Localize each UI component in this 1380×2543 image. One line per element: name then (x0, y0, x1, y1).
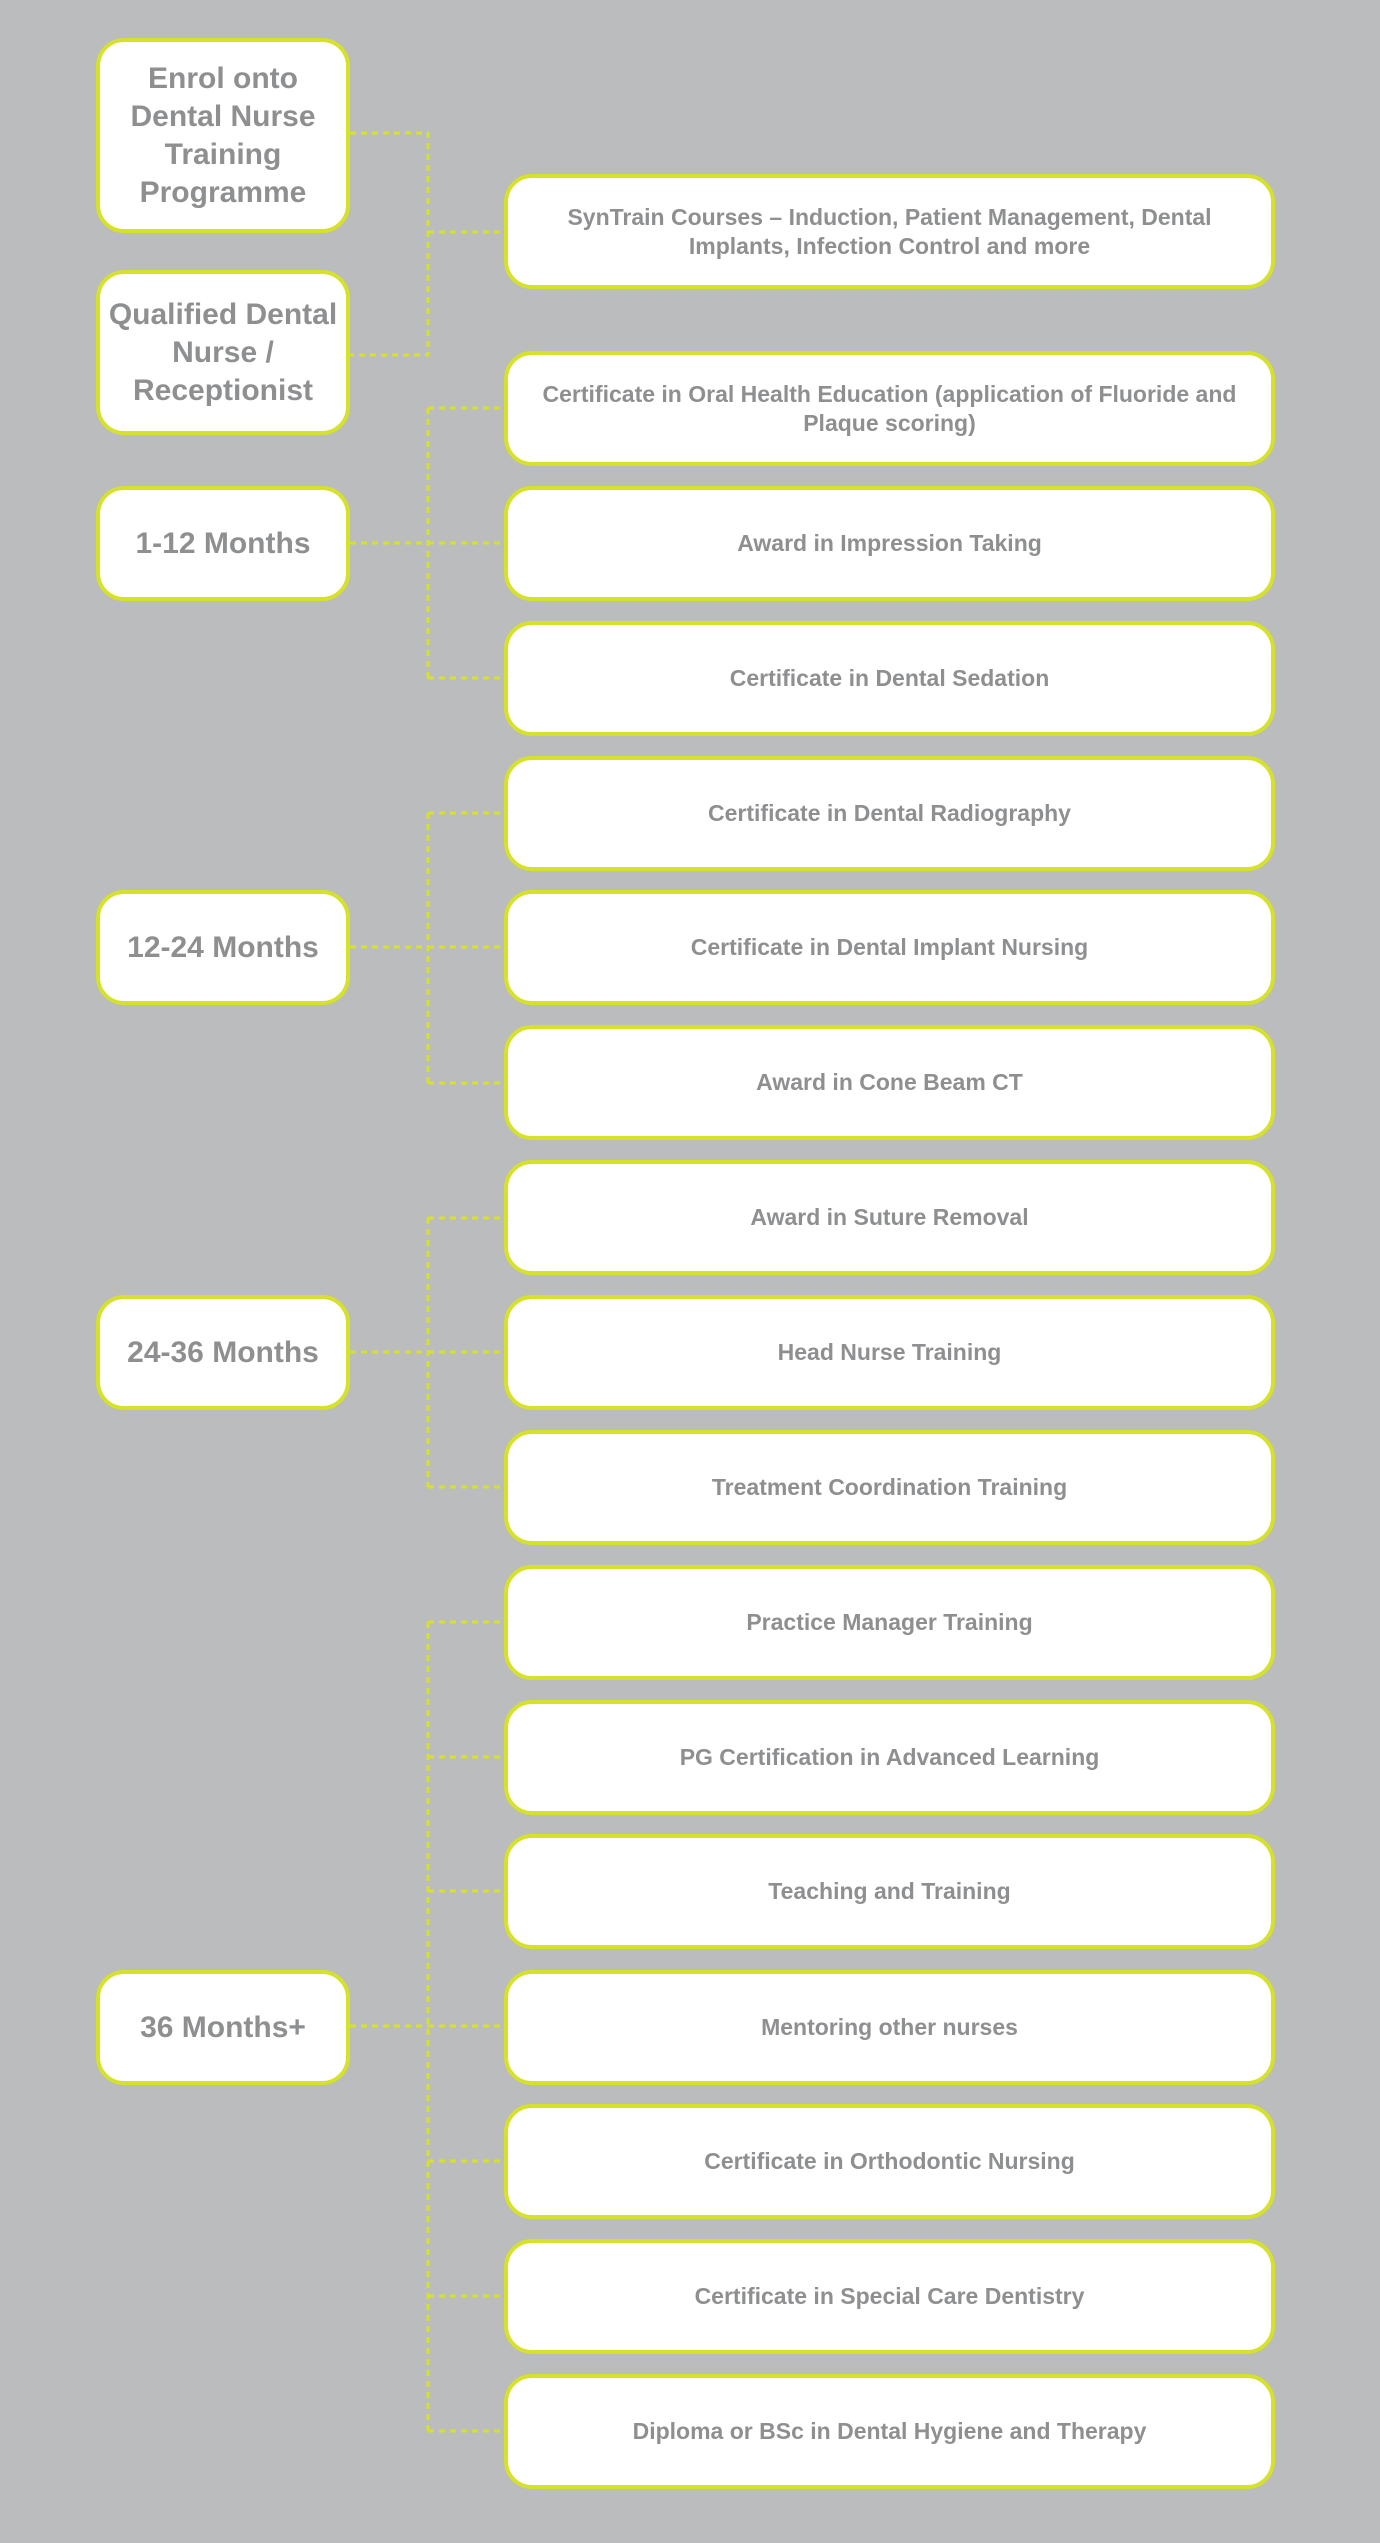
course-dental-radiography: Certificate in Dental Radiography (504, 756, 1275, 871)
course-suture-removal: Award in Suture Removal (504, 1160, 1275, 1275)
stage-enrol: Enrol onto Dental Nurse Training Programme (96, 38, 350, 233)
stage-24-36-months: 24-36 Months (96, 1295, 350, 1410)
course-head-nurse: Head Nurse Training (504, 1295, 1275, 1410)
course-pg-certification: PG Certification in Advanced Learning (504, 1700, 1275, 1815)
course-special-care-dentistry: Certificate in Special Care Dentistry (504, 2239, 1275, 2354)
course-cone-beam-ct: Award in Cone Beam CT (504, 1025, 1275, 1140)
connector-12-24 (350, 813, 504, 1083)
stage-12-24-months: 12-24 Months (96, 890, 350, 1005)
course-orthodontic-nursing: Certificate in Orthodontic Nursing (504, 2104, 1275, 2219)
course-teaching-training: Teaching and Training (504, 1834, 1275, 1949)
course-syntrain: SynTrain Courses – Induction, Patient Management, Dental Implants, Infection Control and more (504, 174, 1275, 289)
stage-1-12-months: 1-12 Months (96, 486, 350, 601)
course-practice-manager: Practice Manager Training (504, 1565, 1275, 1680)
course-dental-sedation: Certificate in Dental Sedation (504, 621, 1275, 736)
connector-1-12 (350, 408, 504, 678)
connector-36-plus (350, 1622, 504, 2431)
stage-qualified: Qualified Dental Nurse / Receptionist (96, 270, 350, 435)
course-impression-taking: Award in Impression Taking (504, 486, 1275, 601)
course-oral-health-education: Certificate in Oral Health Education (application of Fluoride and Plaque scoring) (504, 351, 1275, 466)
course-dental-hygiene-therapy: Diploma or BSc in Dental Hygiene and Therapy (504, 2374, 1275, 2489)
course-implant-nursing: Certificate in Dental Implant Nursing (504, 890, 1275, 1005)
stage-36-months-plus: 36 Months+ (96, 1970, 350, 2085)
course-mentoring: Mentoring other nurses (504, 1970, 1275, 2085)
course-treatment-coordination: Treatment Coordination Training (504, 1430, 1275, 1545)
connector-enrol (350, 133, 428, 355)
connector-24-36 (350, 1218, 504, 1487)
